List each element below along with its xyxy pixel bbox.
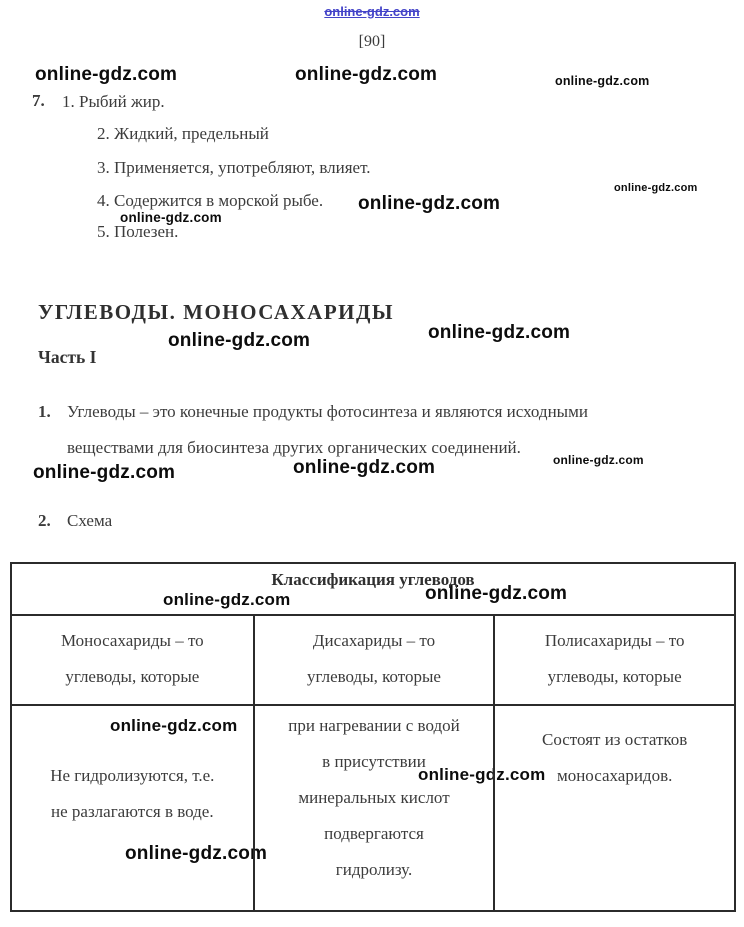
watermark: online-gdz.com xyxy=(125,843,268,864)
watermark: online-gdz.com xyxy=(35,64,178,85)
exercise-7-item-4: 4. Содержится в морской рыбе. xyxy=(97,191,324,210)
table-header-line: углеводы, которые xyxy=(547,667,682,686)
table-body-line: не разлагаются в воде. xyxy=(51,802,214,821)
answer-1-line-1: Углеводы – это конечные продукты фотосинтеза и являются исходными xyxy=(67,402,588,421)
table-header-line: Полисахариды – то xyxy=(544,631,685,650)
exercise-7-item-3: 3. Применяется, употребляют, влияет. xyxy=(97,158,371,177)
answer-1-number: 1. xyxy=(38,402,51,421)
watermark: online-gdz.com xyxy=(418,765,546,784)
table-body-cell-polysaccharides xyxy=(493,706,734,910)
table-body-line: моносахаридов. xyxy=(556,766,673,785)
table-body-line: минеральных кислот xyxy=(298,788,450,807)
exercise-7-item-1: 1. Рыбий жир. xyxy=(62,92,165,111)
watermark: online-gdz.com xyxy=(293,457,436,478)
watermark: online-gdz.com xyxy=(120,210,222,225)
watermark: online-gdz.com xyxy=(163,590,291,609)
table-header-line: Моносахариды – то xyxy=(60,631,204,650)
watermark: online-gdz.com xyxy=(33,462,176,483)
table-header-cell-polysaccharides xyxy=(493,616,734,704)
table-body-line: подвергаются xyxy=(324,824,424,843)
watermark: online-gdz.com xyxy=(553,453,644,467)
table-header-cell-disaccharides xyxy=(253,616,494,704)
watermark: online-gdz.com xyxy=(555,74,650,88)
exercise-7-item-2: 2. Жидкий, предельный xyxy=(97,124,269,143)
top-watermark-link[interactable]: online-gdz.com xyxy=(324,4,420,19)
watermark: online-gdz.com xyxy=(358,193,501,214)
section-title: УГЛЕВОДЫ. МОНОСАХАРИДЫ xyxy=(38,300,395,324)
watermark: online-gdz.com xyxy=(168,330,311,351)
classification-table xyxy=(10,562,736,912)
table-title: Классификация углеводов xyxy=(12,564,734,616)
exercise-7-number: 7. xyxy=(32,91,45,110)
table-header-cell-monosaccharides xyxy=(12,616,253,704)
table-body-row xyxy=(12,706,734,910)
table-body-line: Состоят из остатков xyxy=(542,730,688,749)
table-body-cell-monosaccharides xyxy=(12,706,253,910)
table-header-line: углеводы, которые xyxy=(307,667,441,686)
table-body-cell-disaccharides xyxy=(253,706,494,910)
watermark: online-gdz.com xyxy=(295,64,438,85)
table-header-row xyxy=(12,616,734,706)
table-header-line: углеводы, которые xyxy=(65,667,200,686)
answer-2-text: Схема xyxy=(67,511,113,530)
table-body-line: в присутствии xyxy=(322,752,426,771)
answer-2-number: 2. xyxy=(38,511,51,530)
section-part-label: Часть I xyxy=(38,347,97,367)
watermark: online-gdz.com xyxy=(614,182,698,194)
watermark: online-gdz.com xyxy=(425,583,568,604)
table-body-line: при нагревании с водой xyxy=(288,716,460,735)
answer-1-line-2: веществами для биосинтеза других органических соединений. xyxy=(67,438,521,457)
table-header-line: Дисахариды – то xyxy=(312,631,436,650)
exercise-7-item-5: 5. Полезен. xyxy=(97,222,179,241)
watermark: online-gdz.com xyxy=(110,716,238,735)
watermark: online-gdz.com xyxy=(428,322,571,343)
page-number: [90] xyxy=(358,33,386,50)
table-body-line: гидролизу. xyxy=(335,860,413,879)
table-body-line: Не гидролизуются, т.е. xyxy=(50,766,215,785)
